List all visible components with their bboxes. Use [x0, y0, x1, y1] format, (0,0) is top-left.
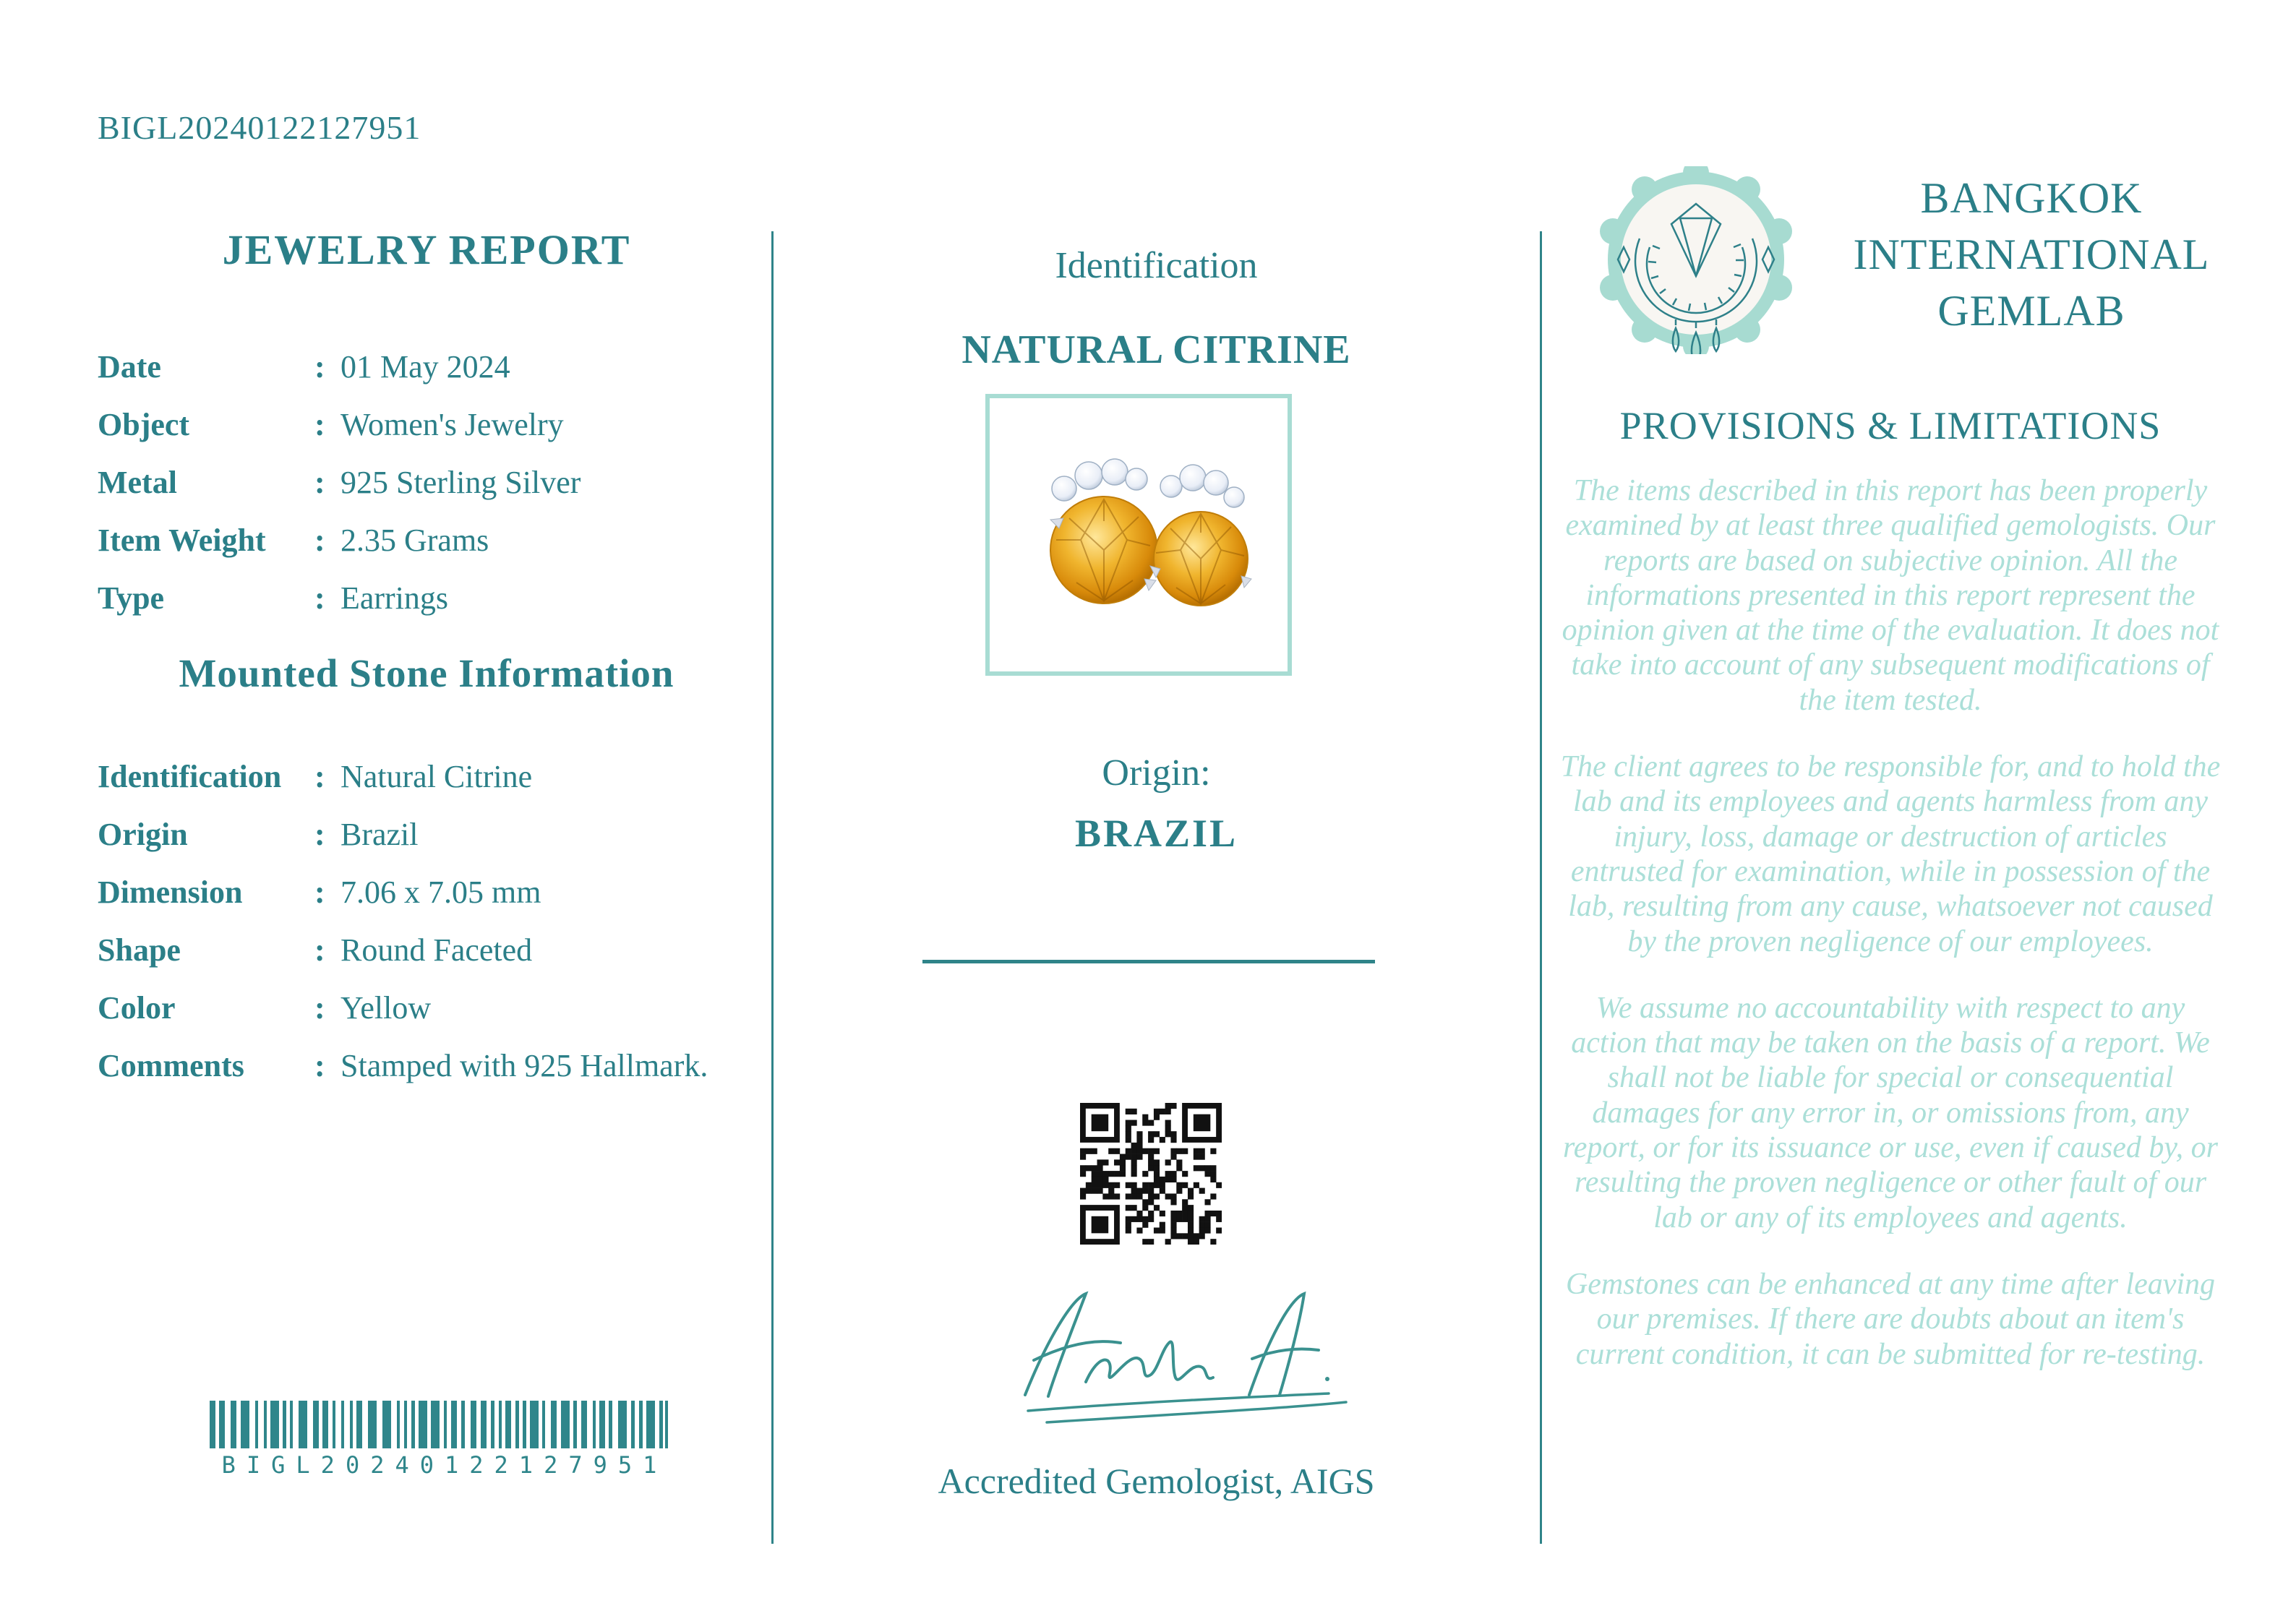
origin-value: BRAZIL — [1074, 812, 1238, 855]
detail-value: 925 Sterling Silver — [340, 465, 581, 500]
barcode — [210, 1401, 668, 1448]
detail-value: Stamped with 925 Hallmark. — [340, 1048, 708, 1083]
stone-name: NATURAL CITRINE — [961, 327, 1351, 372]
barcode-text: BIGL20240122127951 — [221, 1451, 668, 1479]
column-divider-left — [771, 231, 774, 1544]
provisions-paragraph: We assume no accountability with respect to any action that may be taken on the basis of a report. We shall not be liable for special or consequential damages for any error in, or omissions from, any report, or for its issuance or use, even if caused by, or resulting the proven negligence or other fault of our lab or any of its employees and agents. — [1562, 991, 2218, 1234]
detail-row-metal — [98, 454, 777, 512]
provisions-paragraphs — [1554, 473, 2227, 1404]
lab-name-line: INTERNATIONAL — [1853, 231, 2210, 278]
stone-row-comments — [98, 1037, 777, 1095]
detail-value: Brazil — [340, 817, 419, 852]
colon: : — [314, 465, 325, 500]
stone-row-origin — [98, 806, 777, 864]
provisions-paragraph: The items described in this report has been properly examined by at least three qualified gemologists. Our reports are based on subjective opinion. All the informations presented in this report represent the opinion given at the time of the evaluation. It does not take into account of any subsequent modifications of the item tested. — [1562, 474, 2219, 717]
lab-name-line: GEMLAB — [1937, 287, 2125, 335]
colon: : — [314, 817, 325, 852]
identification-heading: Identification — [1055, 245, 1258, 286]
detail-label: Date — [98, 349, 161, 384]
report-details-group — [98, 338, 777, 627]
detail-label: Metal — [98, 465, 177, 500]
stone-row-color — [98, 979, 777, 1037]
detail-label: Color — [98, 990, 176, 1026]
mounted-stone-section-title: Mounted Stone Information — [179, 651, 674, 695]
stone-row-dimension — [98, 864, 777, 921]
lab-name — [1815, 170, 2248, 339]
colon: : — [314, 349, 325, 384]
gemologist-line: Accredited Gemologist, AIGS — [938, 1461, 1375, 1501]
detail-value: Yellow — [340, 990, 432, 1026]
colon: : — [314, 580, 325, 616]
stone-row-shape — [98, 921, 777, 979]
qr-code — [1080, 1103, 1222, 1245]
detail-row-type — [98, 570, 777, 627]
provisions-paragraph: The client agrees to be responsible for, and to hold the lab and its employees and agents harmless from any injury, loss, damage or destruction of articles entrusted for examination, while in possession of the lab, resulting from any cause, whatsoever not caused by the proven negligence of our employees. — [1560, 750, 2221, 958]
detail-row-item-weight — [98, 512, 777, 570]
detail-label: Shape — [98, 932, 181, 968]
provisions-paragraph: Gemstones can be enhanced at any time after leaving our premises. If there are doubts about an item's current condition, it can be submitted for re-testing. — [1565, 1267, 2216, 1371]
detail-value: 2.35 Grams — [340, 523, 489, 558]
detail-label: Object — [98, 407, 190, 442]
lab-name-line: BANGKOK — [1920, 174, 2143, 222]
origin-label: Origin: — [1102, 752, 1211, 794]
detail-value: 7.06 x 7.05 mm — [340, 875, 541, 910]
earrings-illustration — [990, 398, 1288, 671]
citrine-earrings-photo — [985, 394, 1292, 676]
detail-label: Identification — [98, 759, 282, 794]
detail-row-object — [98, 396, 777, 454]
detail-value: 01 May 2024 — [340, 349, 510, 384]
detail-label: Type — [98, 580, 165, 616]
detail-value: Natural Citrine — [340, 759, 533, 794]
detail-label: Dimension — [98, 875, 243, 910]
column-divider-right — [1540, 231, 1542, 1544]
detail-value: Round Faceted — [340, 932, 533, 968]
colon: : — [314, 990, 325, 1026]
stone-row-identification — [98, 748, 777, 806]
provisions-title: PROVISIONS & LIMITATIONS — [1619, 404, 2162, 447]
colon: : — [314, 407, 325, 442]
colon: : — [314, 759, 325, 794]
detail-value: Women's Jewelry — [340, 407, 564, 442]
colon: : — [314, 932, 325, 968]
colon: : — [314, 875, 325, 910]
detail-value: Earrings — [340, 580, 449, 616]
gemologist-signature — [961, 1272, 1366, 1445]
detail-row-date — [98, 338, 777, 396]
detail-label: Item Weight — [98, 523, 266, 558]
colon: : — [314, 1048, 325, 1083]
origin-divider-line — [922, 960, 1375, 963]
colon: : — [314, 523, 325, 558]
stone-details-group — [98, 748, 777, 1095]
bangkok-international-gemlab-logo — [1599, 166, 1794, 354]
report-title: JEWELRY REPORT — [222, 226, 631, 273]
report-number: BIGL20240122127951 — [98, 109, 421, 146]
detail-label: Comments — [98, 1048, 244, 1083]
detail-label: Origin — [98, 817, 188, 852]
